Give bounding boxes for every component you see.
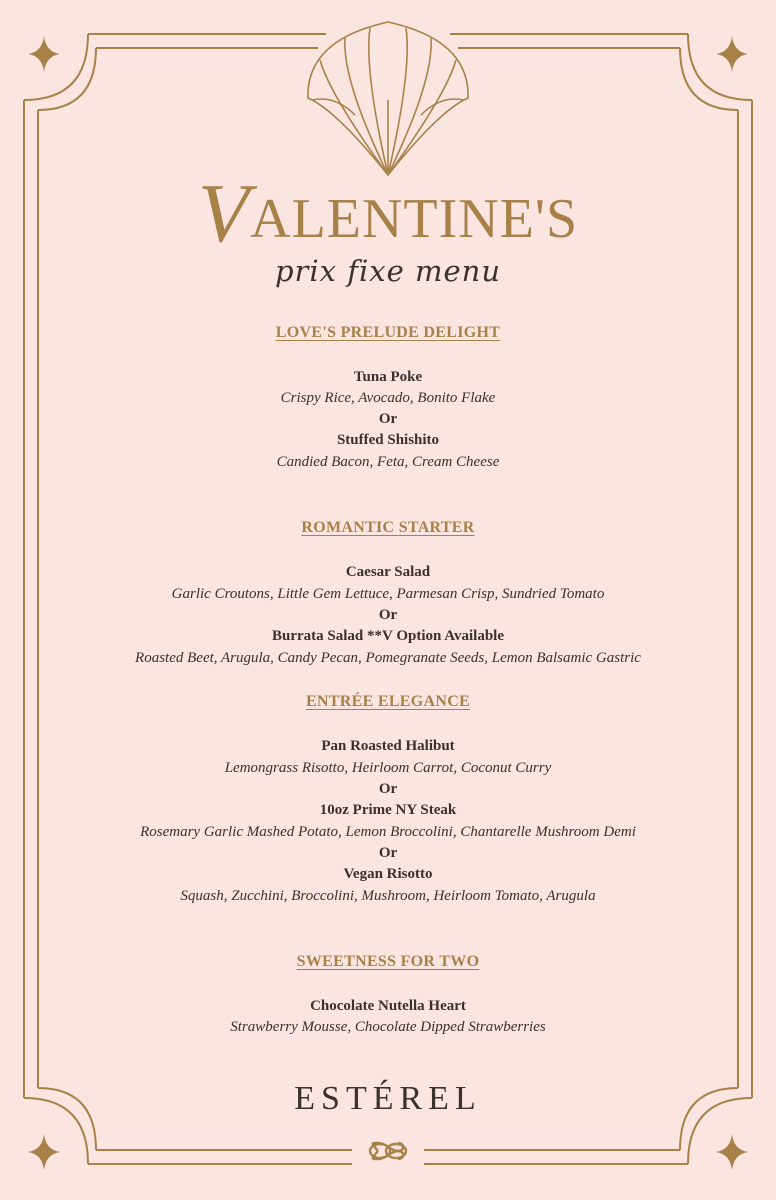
title-initial: V xyxy=(197,167,251,260)
section-heading: ENTRÉE ELEGANCE xyxy=(305,693,471,710)
dish-description: Rosemary Garlic Mashed Potato, Lemon Broccolini, Chantarelle Mushroom Demi xyxy=(140,824,636,840)
dish-name: Burrata Salad **V Option Available xyxy=(272,628,504,644)
dish-description: Candied Bacon, Feta, Cream Cheese xyxy=(276,454,500,470)
section-heading: SWEETNESS FOR TWO xyxy=(296,953,480,970)
sparkle-star-icon xyxy=(716,1134,748,1170)
dish-description: Garlic Croutons, Little Gem Lettuce, Parmesan Crisp, Sundried Tomato xyxy=(171,586,605,602)
menu-title xyxy=(0,167,776,260)
brand-logo: ESTÉREL xyxy=(294,1080,482,1117)
dish-name: Chocolate Nutella Heart xyxy=(310,998,466,1014)
dish-description: Squash, Zucchini, Broccolini, Mushroom, Heirloom Tomato, Arugula xyxy=(180,888,596,904)
dish-name: Stuffed Shishito xyxy=(336,432,440,448)
dish-name: Tuna Poke xyxy=(353,369,423,385)
dish-description: Crispy Rice, Avocado, Bonito Flake xyxy=(280,390,496,406)
dish-name: Pan Roasted Halibut xyxy=(321,738,455,754)
or-divider: Or xyxy=(378,607,398,623)
title-rest: ALENTINE'S xyxy=(250,188,579,250)
dish-name: Caesar Salad xyxy=(345,564,431,580)
dish-description: Roasted Beet, Arugula, Candy Pecan, Pomegranate Seeds, Lemon Balsamic Gastric xyxy=(135,650,641,666)
or-divider: Or xyxy=(378,411,398,427)
section-heading: ROMANTIC STARTER xyxy=(301,519,475,536)
dish-description: Strawberry Mousse, Chocolate Dipped Strawberries xyxy=(230,1019,546,1035)
fan-ornament-icon xyxy=(308,22,468,175)
interlocking-hearts-icon xyxy=(370,1143,406,1159)
or-divider: Or xyxy=(378,781,398,797)
dish-description: Lemongrass Risotto, Heirloom Carrot, Coconut Curry xyxy=(224,760,552,776)
title-block xyxy=(0,167,776,288)
sparkle-star-icon xyxy=(716,36,748,72)
section-heading: LOVE'S PRELUDE DELIGHT xyxy=(275,324,501,341)
sparkle-star-icon xyxy=(28,1134,60,1170)
dish-name: 10oz Prime NY Steak xyxy=(319,802,457,818)
sparkle-star-icon xyxy=(28,36,60,72)
or-divider: Or xyxy=(378,845,398,861)
dish-name: Vegan Risotto xyxy=(343,866,433,882)
menu-subtitle: prix fixe menu xyxy=(274,254,502,288)
